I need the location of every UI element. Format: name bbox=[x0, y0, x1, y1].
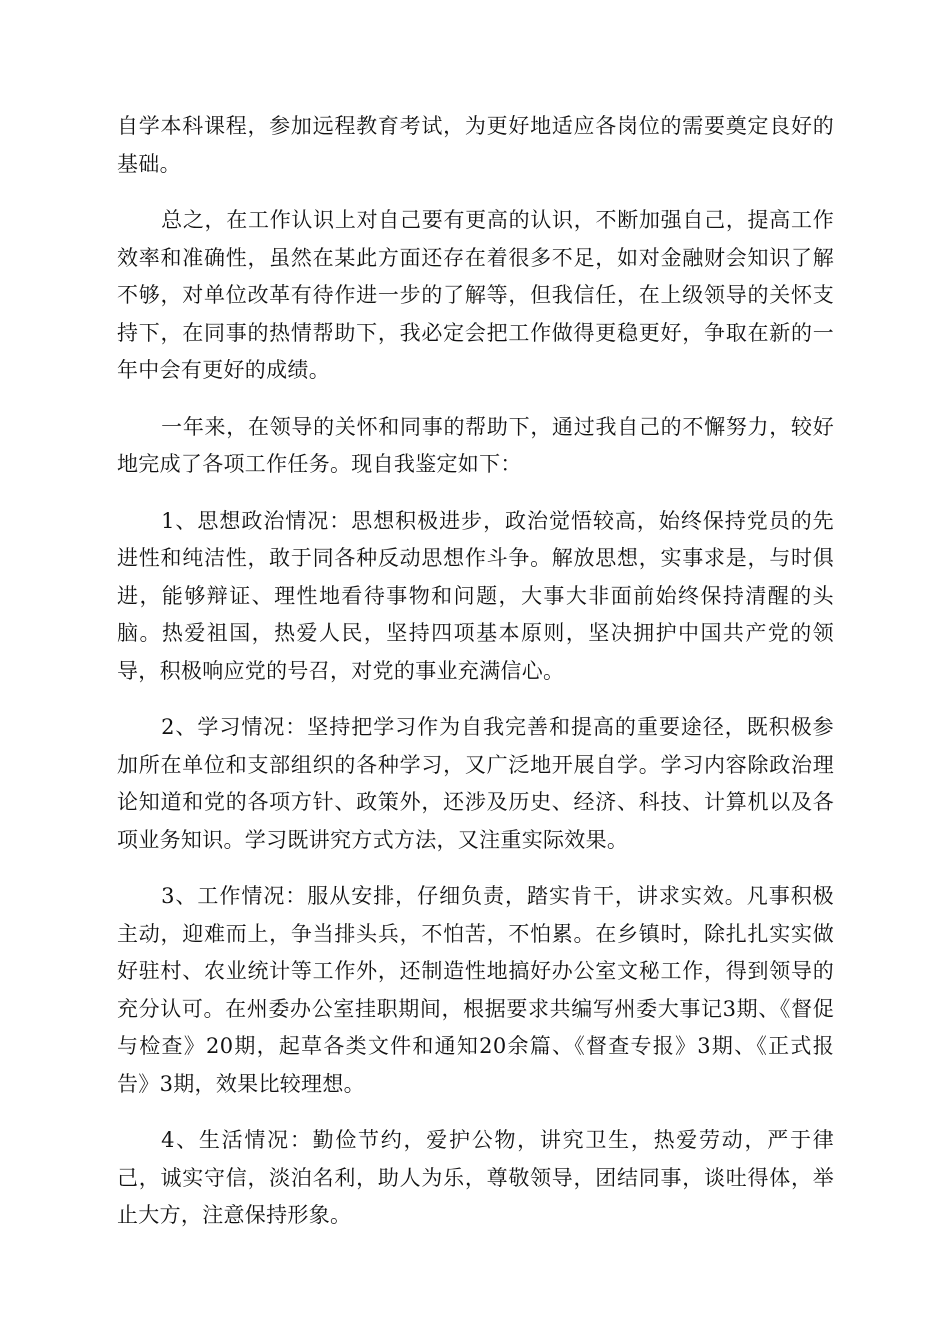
paragraph-summary: 总之，在工作认识上对自己要有更高的认识，不断加强自己，提高工作效率和准确性，虽然在某此方面还存在着很多不足，如对金融财会知识了解不够，对单位改革有待作进一步的了解等，但我信任，在上级领导的关怀支持下，在同事的热情帮助下，我必定会把工作做得更稳更好，争取在新的一年中会有更好的成绩。 bbox=[117, 208, 834, 382]
paragraph-political: 1、思想政治情况：思想积极进步，政治觉悟较高，始终保持党员的先进性和纯洁性，敢于同各种反动思想作斗争。解放思想，实事求是，与时俱进，能够辩证、理性地看待事物和问题，大事大非面前始终保持清醒的头脑。热爱祖国，热爱人民，坚持四项基本原则，坚决拥护中国共产党的领导，积极响应党的号召，对党的事业充满信心。 bbox=[117, 508, 834, 683]
document-body bbox=[117, 108, 834, 1254]
paragraph-work: 3、工作情况：服从安排，仔细负责，踏实肯干，讲求实效。凡事积极主动，迎难而上，争当排头兵，不怕苦，不怕累。在乡镇时，除扎扎实实做好驻村、农业统计等工作外，还制造性地搞好办公室文秘工作，得到领导的充分认可。在州委办公室挂职期间，根据要求共编写州委大事记3期、《督促与检查》20期，起草各类文件和通知20余篇、《督查专报》3期、《正式报告》3期，效果比较理想。 bbox=[117, 884, 834, 1096]
paragraph-intro: 一年来，在领导的关怀和同事的帮助下，通过我自己的不懈努力，较好地完成了各项工作任务。现自我鉴定如下： bbox=[117, 414, 834, 476]
paragraph-study: 2、学习情况：坚持把学习作为自我完善和提高的重要途径，既积极参加所在单位和支部组织的各种学习，又广泛地开展自学。学习内容除政治理论知道和党的各项方针、政策外，还涉及历史、经济、科技、计算机以及各项业务知识。学习既讲究方式方法，又注重实际效果。 bbox=[117, 715, 834, 852]
paragraph-continuation: 自学本科课程，参加远程教育考试，为更好地适应各岗位的需要奠定良好的基础。 bbox=[117, 114, 834, 176]
paragraph-life: 4、生活情况：勤俭节约，爱护公物，讲究卫生，热爱劳动，严于律己，诚实守信，淡泊名利，助人为乐，尊敬领导，团结同事，谈吐得体，举止大方，注意保持形象。 bbox=[117, 1128, 834, 1227]
